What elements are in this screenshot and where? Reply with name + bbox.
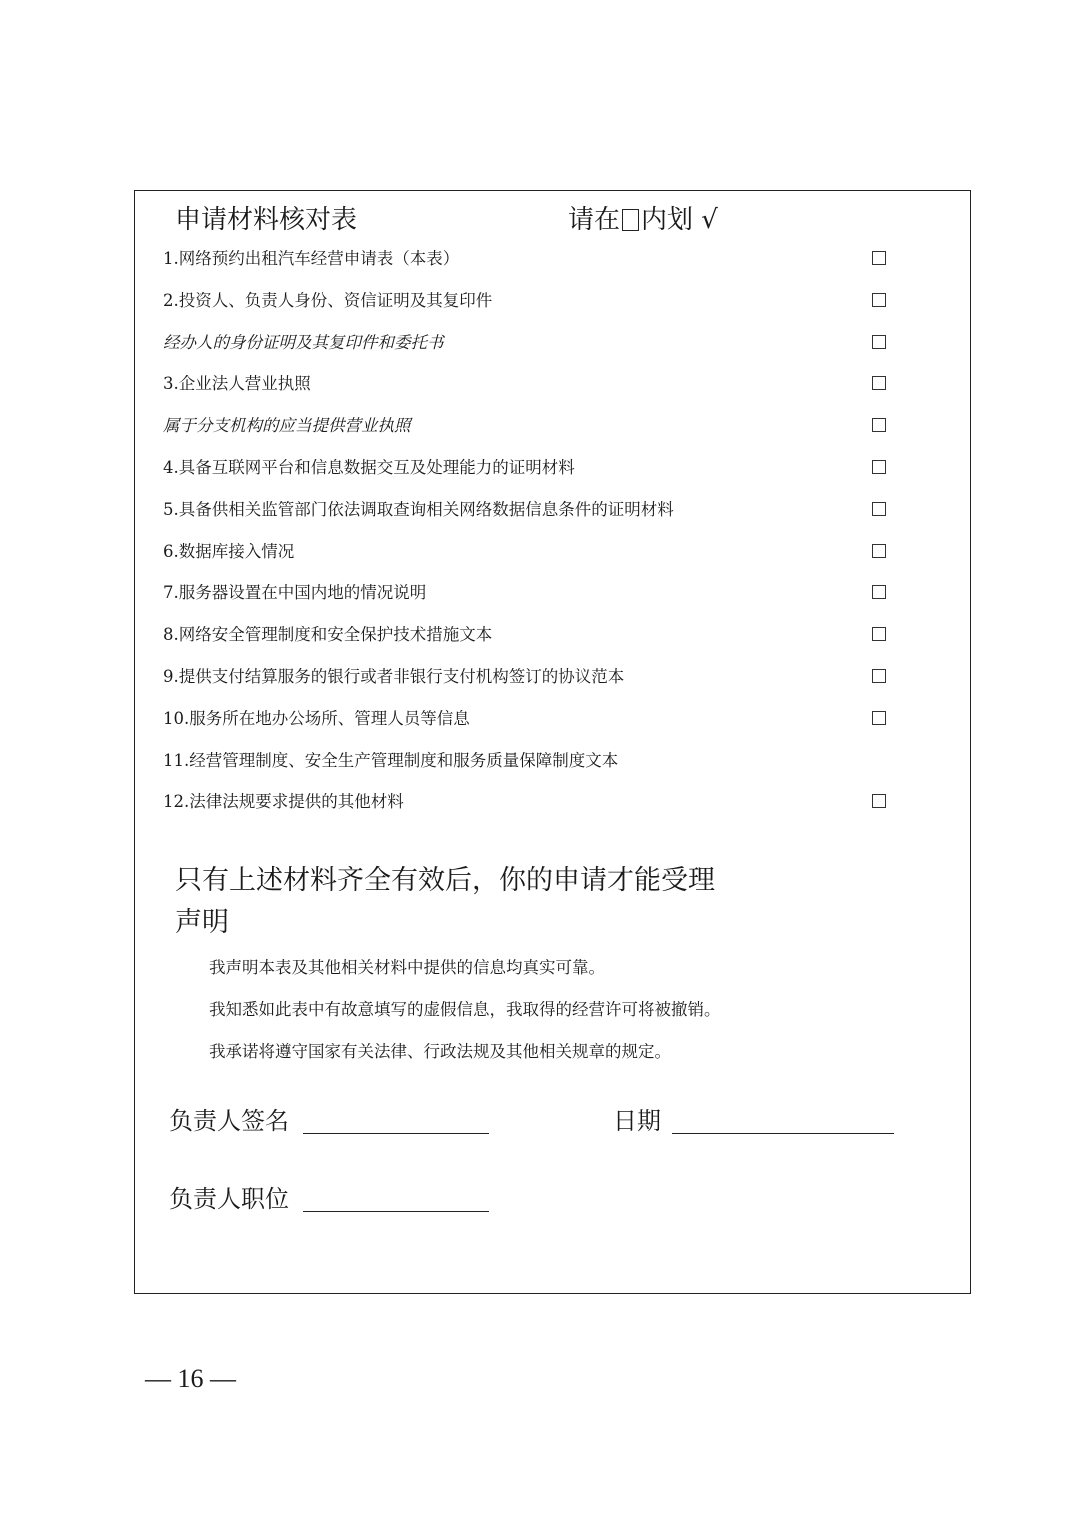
declaration-line: 我知悉如此表中有故意填写的虚假信息，我取得的经营许可将被撤销。 <box>209 1000 721 1019</box>
checklist-item <box>163 280 953 322</box>
declaration-statements <box>209 953 721 1079</box>
checkbox-icon[interactable] <box>872 627 886 641</box>
checkbox-icon[interactable] <box>872 251 886 265</box>
checklist-item <box>163 531 953 573</box>
hint-before: 请在 <box>568 205 621 235</box>
checklist-item <box>163 363 953 405</box>
checkbox-icon[interactable] <box>872 794 886 808</box>
completeness-notice: 只有上述材料齐全有效后，你的申请才能受理 <box>175 865 715 896</box>
checklist-item-label: 5.具备供相关监管部门依法调取查询相关网络数据信息条件的证明材料 <box>163 499 674 519</box>
checklist-item <box>163 322 953 364</box>
page-number: — 16 — <box>145 1364 236 1393</box>
checklist-item <box>163 740 953 782</box>
checkbox-icon[interactable] <box>872 376 886 390</box>
checklist-item <box>163 614 953 656</box>
signature-label: 负责人签名 <box>169 1107 289 1135</box>
position-field[interactable] <box>303 1211 489 1212</box>
checklist-item-label: 12.法律法规要求提供的其他材料 <box>163 792 404 812</box>
check-instruction <box>568 205 718 235</box>
checklist-form <box>134 190 971 1294</box>
declaration-title: 声明 <box>175 907 229 938</box>
checkbox-icon[interactable] <box>872 418 886 432</box>
checklist-item-label: 10.服务所在地办公场所、管理人员等信息 <box>163 708 470 728</box>
checklist-item-label: 11.经营管理制度、安全生产管理制度和服务质量保障制度文本 <box>163 750 619 770</box>
checkbox-icon[interactable] <box>872 711 886 725</box>
checklist-item <box>163 489 953 531</box>
checklist-item-label: 8.网络安全管理制度和安全保护技术措施文本 <box>163 625 493 645</box>
hint-box-icon <box>622 209 639 231</box>
checklist-item-label: 1.网络预约出租汽车经营申请表（本表） <box>163 249 460 268</box>
checklist-item-label: 3.企业法人营业执照 <box>163 374 311 394</box>
checklist-item <box>163 238 953 280</box>
checklist-item <box>163 405 953 447</box>
checklist-item-label: 属于分支机构的应当提供营业执照 <box>163 416 411 436</box>
date-field[interactable] <box>672 1133 894 1134</box>
form-title: 申请材料核对表 <box>175 205 358 235</box>
checkbox-icon[interactable] <box>872 460 886 474</box>
checklist-item-label: 6.数据库接入情况 <box>163 541 295 561</box>
declaration-line: 我声明本表及其他相关材料中提供的信息均真实可靠。 <box>209 958 605 977</box>
checklist-item <box>163 698 953 740</box>
checklist-item-label: 4.具备互联网平台和信息数据交互及处理能力的证明材料 <box>163 457 575 477</box>
checklist-item-label: 7.服务器设置在中国内地的情况说明 <box>163 583 427 603</box>
checkbox-icon[interactable] <box>872 585 886 599</box>
position-label: 负责人职位 <box>169 1185 289 1213</box>
checklist-item-label: 经办人的身份证明及其复印件和委托书 <box>163 332 444 352</box>
checklist-item <box>163 572 953 614</box>
date-label: 日期 <box>613 1107 661 1135</box>
checklist-item <box>163 781 953 823</box>
checkbox-icon[interactable] <box>872 502 886 516</box>
checklist-item-label: 9.提供支付结算服务的银行或者非银行支付机构签订的协议范本 <box>163 666 625 686</box>
signature-field[interactable] <box>303 1133 489 1134</box>
checklist-item <box>163 656 953 698</box>
checklist-item <box>163 447 953 489</box>
checkbox-icon[interactable] <box>872 335 886 349</box>
hint-after: 内划 √ <box>641 205 718 235</box>
checkbox-icon[interactable] <box>872 293 886 307</box>
checklist-items <box>163 238 953 823</box>
checkbox-icon[interactable] <box>872 669 886 683</box>
checkbox-icon[interactable] <box>872 544 886 558</box>
declaration-line: 我承诺将遵守国家有关法律、行政法规及其他相关规章的规定。 <box>209 1042 671 1061</box>
checklist-item-label: 2.投资人、负责人身份、资信证明及其复印件 <box>163 290 493 310</box>
